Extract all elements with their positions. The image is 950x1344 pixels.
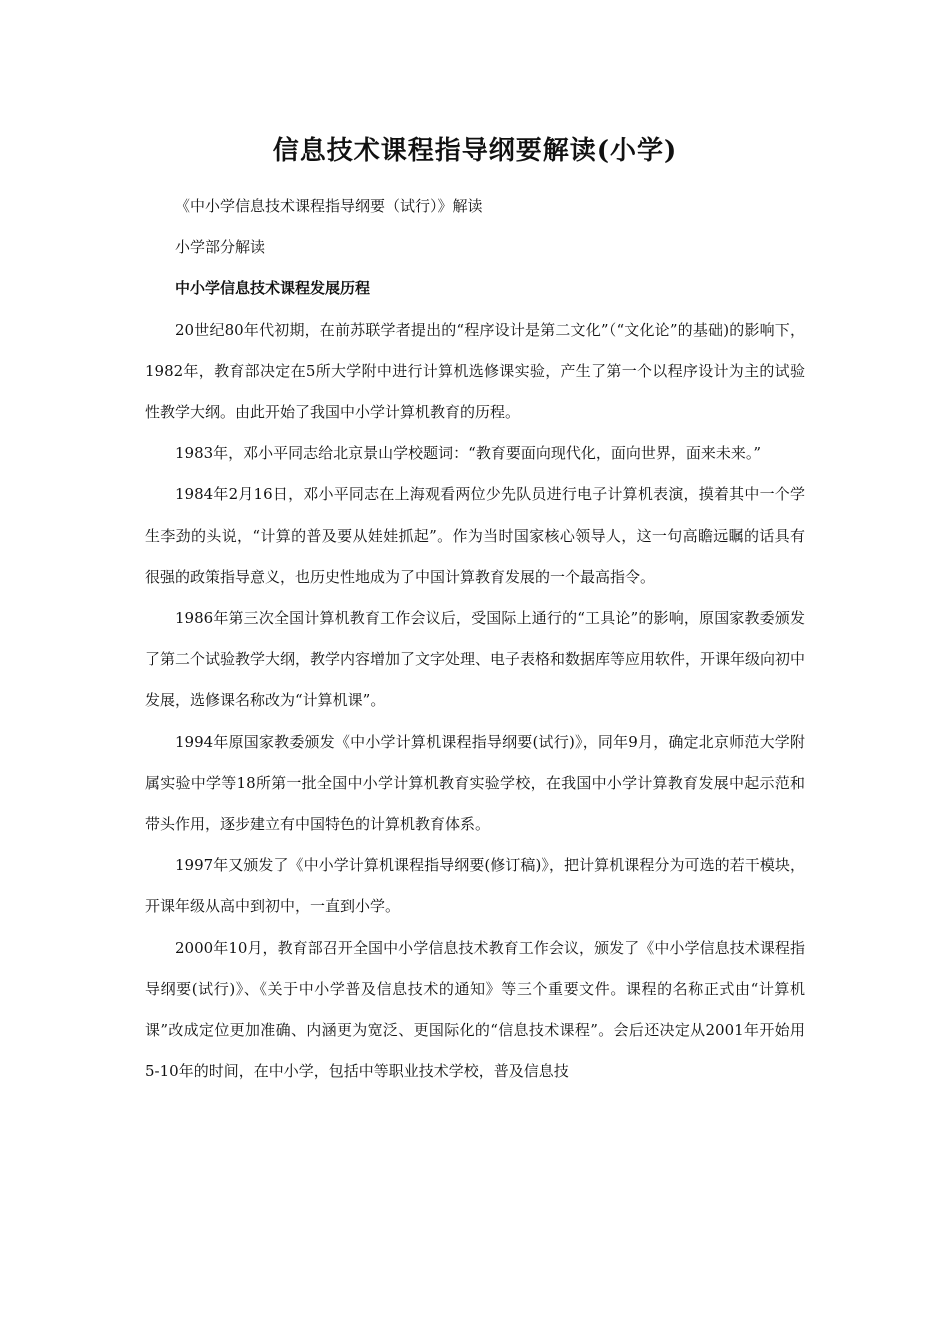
paragraph: 20世纪80年代初期，在前苏联学者提出的“程序设计是第二文化”（“文化论”的基础)的影响下，1982年，教育部决定在5所大学附中进行计算机选修课实验，产生了第一个以程序设计为主的试验性教学大纲。由此开始了我国中小学计算机教育的历程。 (145, 320, 805, 422)
paragraph: 2000年10月，教育部召开全国中小学信息技术教育工作会议，颁发了《中小学信息技术课程指导纲要(试行)》、《关于中小学普及信息技术的通知》等三个重要文件。课程的名称正式由“计算机课”改成定位更加准确、内涵更为宽泛、更国际化的“信息技术课程”。会后还决定从2001年开始用5-10年的时间，在中小学，包括中等职业技术学校，普及信息技 (145, 938, 805, 1081)
paragraph: 1994年原国家教委颁发《中小学计算机课程指导纲要(试行)》，同年9月，确定北京师范大学附属实验中学等18所第一批全国中小学计算机教育实验学校，在我国中小学计算教育发展中起示范和带头作用，逐步建立有中国特色的计算机教育体系。 (145, 732, 805, 834)
section-heading: 中小学信息技术课程发展历程 (175, 279, 371, 298)
document-subtitle: 《中小学信息技术课程指导纲要（试行）》解读 (175, 197, 483, 215)
document-title: 信息技术课程指导纲要解读(小学) (272, 136, 678, 166)
part-label: 小学部分解读 (175, 238, 266, 257)
document-body (145, 186, 805, 1092)
paragraph: 1984年2月16日，邓小平同志在上海观看两位少先队员进行电子计算机表演，摸着其中一个学生李劲的头说，“计算的普及要从娃娃抓起”。作为当时国家核心领导人，这一句高瞻远瞩的话具有很强的政策指导意义，也历史性地成为了中国计算教育发展的一个最高指令。 (145, 485, 805, 586)
paragraph: 1983年，邓小平同志给北京景山学校题词：“教育要面向现代化，面向世界，面来未来。” (175, 444, 762, 463)
paragraph: 1986年第三次全国计算机教育工作会议后，受国际上通行的“工具论”的影响，原国家教委颁发了第二个试验教学大纲，教学内容增加了文字处理、电子表格和数据库等应用软件，开课年级向初中发展，选修课名称改为“计算机课”。 (145, 609, 806, 710)
paragraph: 1997年又颁发了《中小学计算机课程指导纲要(修订稿)》，把计算机课程分为可选的若干模块，开课年级从高中到初中，一直到小学。 (145, 856, 805, 916)
